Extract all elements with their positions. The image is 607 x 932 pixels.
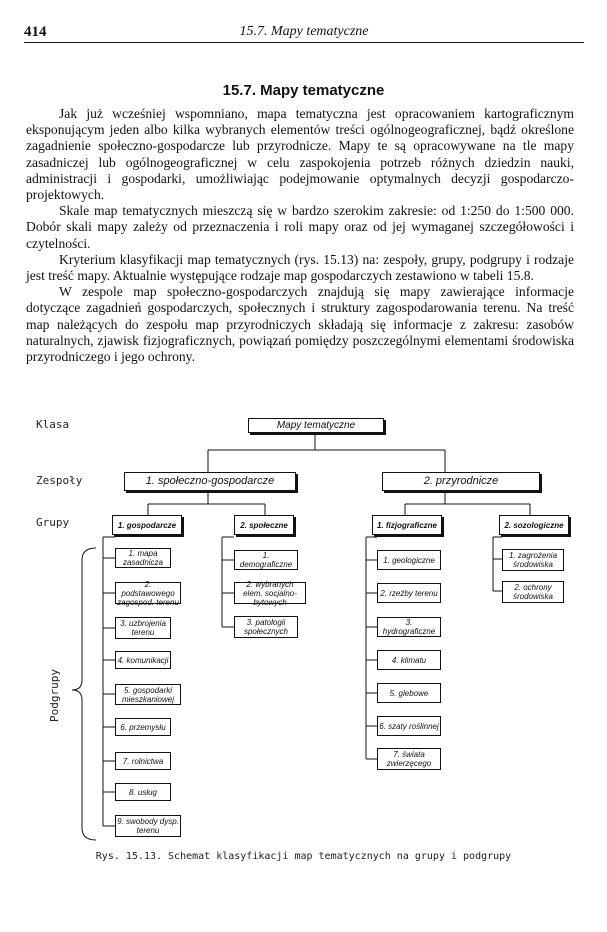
node-podgrupa-gosp-2: 2. podstawowego zagospod. terenu: [115, 582, 181, 604]
node-podgrupa-fizj-4: 4. klimatu: [377, 650, 441, 670]
node-root: Mapy tematyczne: [248, 418, 384, 433]
node-podgrupa-spol-3: 3. patologii społecznych: [234, 616, 298, 638]
node-grupa-fizjograficzne: 1. fizjograficzne: [372, 515, 442, 535]
node-podgrupa-gosp-9: 9. swobody dysp. terenu: [115, 815, 181, 837]
node-podgrupa-fizj-3: 3. hydrograficzne: [377, 617, 441, 637]
node-podgrupa-gosp-8: 8. usług: [115, 783, 171, 801]
node-grupa-spoleczne: 2. społeczne: [234, 515, 294, 535]
section-title: 15.7. Mapy tematyczne: [222, 82, 385, 99]
label-zespoly: Zespoły: [36, 474, 83, 487]
node-podgrupa-fizj-5: 5. glebowe: [377, 683, 441, 703]
node-podgrupa-fizj-2: 2. rzeźby terenu: [377, 583, 441, 603]
running-head: 15.7. Mapy tematyczne: [239, 24, 369, 39]
node-podgrupa-fizj-1: 1. geologiczne: [377, 550, 441, 570]
node-podgrupa-gosp-6: 6. przemysłu: [115, 718, 171, 736]
node-grupa-gospodarcze: 1. gospodarcze: [112, 515, 182, 535]
paragraph-1: Jak już wcześniej wspomniano, mapa tematyczna jest opracowaniem kartograficznym eksponującym jeden albo kilka wybranych elementów treści ogólnogeograficznej, bądź określone zagadnienie społeczno-gospodarcze lub przyrodnicze. Mapy te są opracowywane na tle mapy zasadniczej lub ogólnogeograficznej w celu zaspokojenia potrzeb różnych dziedzin nauki, administracji i gospodarki, umożliwiając podejmowanie optymalnych decyzji gospodarczo-projektowych.: [26, 106, 574, 203]
node-podgrupa-gosp-4: 4. komunikacji: [115, 651, 171, 669]
node-podgrupa-spol-2: 2. wybranych elem. socjalno-bytowych: [234, 582, 306, 604]
node-podgrupa-gosp-3: 3. uzbrojenia terenu: [115, 617, 171, 639]
node-grupa-sozologiczne: 2. sozologiczne: [499, 515, 569, 535]
node-podgrupa-fizj-6: 6. szaty roślinnej: [377, 716, 441, 736]
node-podgrupa-soz-2: 2. ochrony środowiska: [502, 581, 564, 603]
label-grupy: Grupy: [36, 516, 70, 529]
node-podgrupa-fizj-7: 7. świata zwierzęcego: [377, 748, 441, 770]
node-podgrupa-gosp-5: 5. gospodarki mieszkaniowej: [115, 684, 181, 705]
page-number: 414: [24, 24, 47, 40]
label-klasa: Klasa: [36, 418, 70, 431]
paragraph-4: W zespole map społeczno-gospodarczych znajdują się mapy zawierające informacje dotyczące zagadnień gospodarczych, społecznych i struktury zagospodarowania terenu. Na treść map należących do zespołu map przyrodniczych składają się informacje z zakresu: zasobów naturalnych, zjawisk fizjograficznych, powiązań pomiędzy poszczególnymi elementami środowiska przyrodniczego i jego ochrony.: [26, 284, 574, 365]
node-podgrupa-soz-1: 1. zagrożenia środowiska: [502, 549, 564, 571]
figure-caption: Rys. 15.13. Schemat klasyfikacji map tematycznych na grupy i podgrupy: [95, 851, 512, 862]
label-podgrupy: Podgrupy: [48, 669, 61, 722]
node-podgrupa-gosp-1: 1. mapa zasadnicza: [115, 548, 171, 568]
node-zespol-spoleczno-gospodarcze: 1. społeczno-gospodarcze: [124, 472, 296, 491]
node-zespol-przyrodnicze: 2. przyrodnicze: [382, 472, 540, 491]
paragraph-2: Skale map tematycznych mieszczą się w bardzo szerokim zakresie: od 1:250 do 1:500 000. Dobór skali mapy zależy od przeznaczenia i roli mapy oraz od jej wymaganej szczegółowości i czytelności.: [26, 203, 574, 251]
node-podgrupa-spol-1: 1. demograficzne: [234, 550, 298, 570]
paragraph-3: Kryterium klasyfikacji map tematycznych (rys. 15.13) na: zespoły, grupy, podgrupy i rodzaje jest treść mapy. Aktualnie występujące rodzaje map gospodarczych zestawiono w tabeli 15.8.: [26, 251, 574, 284]
node-podgrupa-gosp-7: 7. rolnictwa: [115, 752, 171, 770]
